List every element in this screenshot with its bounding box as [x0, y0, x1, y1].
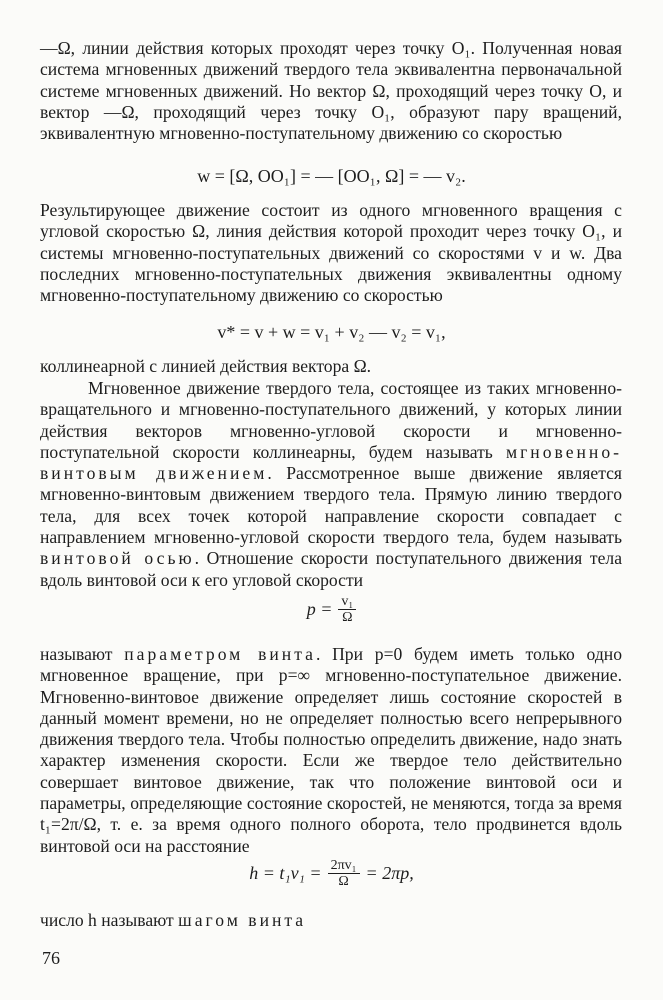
- paragraph-4-text-b: . Рассмотренное выше движение является мгновенно-винтовым движением твердого тела. Прямую линию твердого тела, для всех точек которой направление скорости совпадает с направлением мгновенно-угловой скорости твердого тела, будем называть: [40, 463, 623, 548]
- formula-h-rhs: = 2πp,: [365, 863, 414, 883]
- term-screw-axis: винтовой осью: [40, 548, 195, 569]
- paragraph-5-text-a: называют: [40, 644, 113, 664]
- paragraph-3: коллинеарной с линией действия вектора Ω.: [40, 356, 372, 376]
- fraction-p-denominator: Ω: [342, 610, 353, 625]
- fraction-p-numerator: v₁: [338, 594, 356, 610]
- formula-p-lhs: p =: [306, 599, 333, 619]
- fraction-h: [328, 858, 360, 889]
- fraction-h-numerator: 2πv₁: [328, 858, 360, 874]
- formula-p: [0, 594, 663, 625]
- paragraph-5: [40, 644, 622, 857]
- paragraph-6-text-a: число h называют: [40, 910, 174, 930]
- paragraph-2: Результирующее движение состоит из одного мгновенного вращения с угловой скоростью Ω, линия действия которой проходит через точку O₁, и системы мгновенно-поступательных движений со скоростями v и w. Два последних мгновенно-поступательных движения эквивалентны одному мгновенно-поступательному движению со скоростью: [40, 200, 622, 306]
- term-screw-pitch: шагом винта: [178, 910, 307, 930]
- fraction-p: [338, 594, 356, 625]
- paragraph-4-text-c: . Отношение скорости поступательного движения тела вдоль винтовой оси к его угловой скорости: [40, 548, 622, 590]
- term-screw-parameter: параметром винта: [124, 644, 316, 664]
- paragraph-4: [40, 378, 622, 591]
- paragraph-1: —Ω, линии действия которых проходят через точку O₁. Полученная новая система мгновенных движений твердого тела эквивалентна первоначальной системе мгновенных движений. Но вектор Ω, проходящий через точку O, и вектор —Ω, проходящий через точку O₁, образуют пару вращений, эквивалентную мгновенно-поступательному движению со скоростью: [40, 38, 622, 144]
- page-number: 76: [42, 948, 60, 968]
- formula-h-lhs: h = t₁v₁ =: [249, 863, 322, 883]
- paragraph-5-text-b: . При p=0 будем иметь только одно мгновенное вращение, при p=∞ мгновенно-поступательное движение. Мгновенно-винтовое движение определяет лишь состояние скоростей в данный момент времени, но не определяет полностью всего непрерывного движения твердого тела. Чтобы полностью определить движение, надо знать характер изменения скорости. Если же твердое тело действительно совершает винтовое движение, так что положение винтовой оси и параметры, определяющие состояние скоростей, не меняются, тогда за время t₁=2π/Ω, т. е. за время одного полного оборота, тело продвинется вдоль винтовой оси на расстояние: [40, 644, 622, 856]
- paragraph-6: [40, 910, 622, 931]
- formula-h: [0, 858, 663, 889]
- formula-v-star: v* = v + w = v₁ + v₂ — v₂ = v₁,: [217, 322, 446, 342]
- term-screw-motion: мгновенно-винтовым движением: [40, 441, 622, 484]
- fraction-h-denominator: Ω: [338, 874, 349, 889]
- paragraph-4-text-a: Мгновенное движение твердого тела, состоящее из таких мгновенно-вращательного и мгновенно-поступательного движений, у которых линии действия векторов мгновенно-угловой скорости и мгновенно-поступательной скорости коллинеарны, будем называть: [40, 378, 622, 462]
- formula-w: w = [Ω, OO₁] = — [OO₁, Ω] = — v₂.: [197, 166, 466, 186]
